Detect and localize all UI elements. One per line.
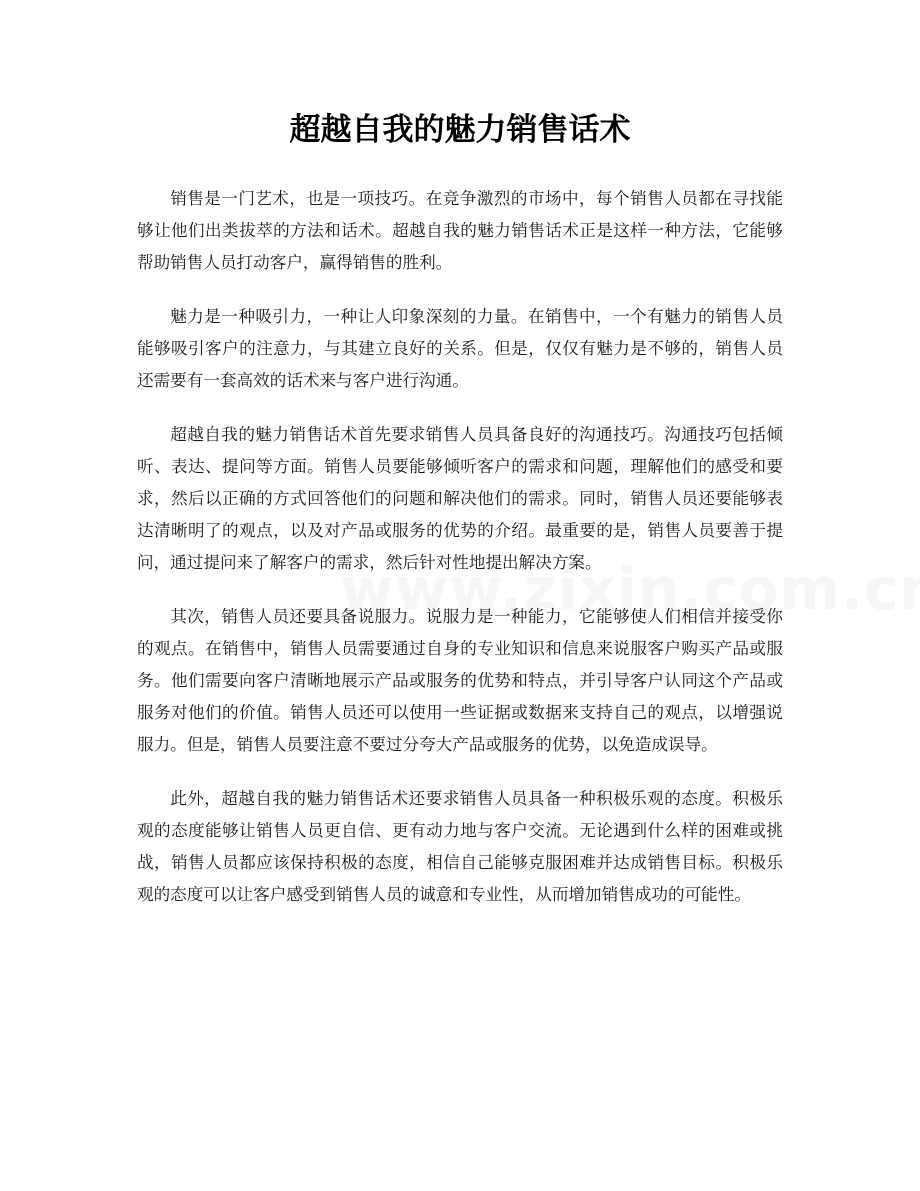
paragraph-5: 此外，超越自我的魅力销售话术还要求销售人员具备一种积极乐观的态度。积极乐观的态度能够让销售人员更自信、更有动力地与客户交流。无论遇到什么样的困难或挑战，销售人员都应该保持积极的态度，相信自己能够克服困难并达成销售目标。积极乐观的态度可以让客户感受到销售人员的诚意和专业性，从而增加销售成功的可能性。: [137, 789, 783, 904]
paragraph-3: 超越自我的魅力销售话术首先要求销售人员具备良好的沟通技巧。沟通技巧包括倾听、表达、提问等方面。销售人员要能够倾听客户的需求和问题，理解他们的感受和要求，然后以正确的方式回答他们的问题和解决他们的需求。同时，销售人员还要能够表达清晰明了的观点，以及对产品或服务的优势的介绍。最重要的是，销售人员要善于提问，通过提问来了解客户的需求，然后针对性地提出解决方案。: [137, 425, 783, 572]
document-body: [137, 183, 783, 933]
paragraph-4: 其次，销售人员还要具备说服力。说服力是一种能力，它能够使人们相信并接受你的观点。在销售中，销售人员需要通过自身的专业知识和信息来说服客户购买产品或服务。他们需要向客户清晰地展示产品或服务的优势和特点，并引导客户认同这个产品或服务对他们的价值。销售人员还可以使用一些证据或数据来支持自己的观点，以增强说服力。但是，销售人员要注意不要过分夸大产品或服务的优势，以免造成误导。: [137, 607, 783, 754]
page-title: 超越自我的魅力销售话术: [289, 112, 631, 148]
paragraph-1: 销售是一门艺术，也是一项技巧。在竞争激烈的市场中，每个销售人员都在寻找能够让他们出类拔萃的方法和话术。超越自我的魅力销售话术正是这样一种方法，它能够帮助销售人员打动客户，赢得销售的胜利。: [137, 189, 783, 272]
paragraph-2: 魅力是一种吸引力，一种让人印象深刻的力量。在销售中，一个有魅力的销售人员能够吸引客户的注意力，与其建立良好的关系。但是，仅仅有魅力是不够的，销售人员还需要有一套高效的话术来与客户进行沟通。: [137, 307, 783, 390]
